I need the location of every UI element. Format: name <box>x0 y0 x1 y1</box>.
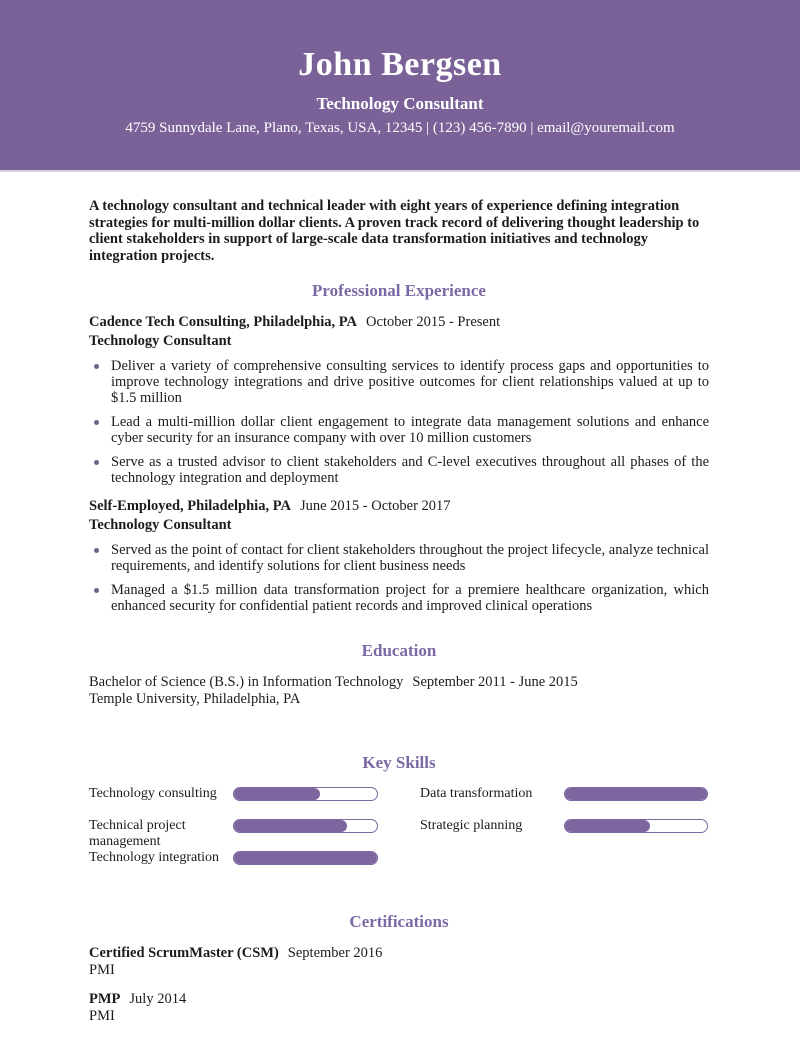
certification-date: September 2016 <box>287 945 383 961</box>
certification-entry <box>89 945 709 979</box>
skill-bar <box>564 787 708 801</box>
section-heading-experience: Professional Experience <box>312 281 486 300</box>
job-bullet: Served as the point of contact for client stakeholders throughout the project lifecycle, analyze technical requirements, and identify solutions for client business needs <box>89 542 709 574</box>
certification-header <box>89 945 709 962</box>
job-title: Technology Consultant <box>89 517 232 533</box>
job-header <box>89 314 709 331</box>
person-job-title: Technology Consultant <box>316 94 484 113</box>
skill-item <box>89 850 378 882</box>
education-degree-line <box>89 674 709 691</box>
contact-line: 4759 Sunnydale Lane, Plano, Texas, USA, 12345 | (123) 456-7890 | email@youremail.com <box>125 120 675 136</box>
job-entry <box>89 314 709 486</box>
skill-bar <box>564 819 708 833</box>
skill-item <box>420 786 708 818</box>
skill-item <box>89 786 378 818</box>
skills-column-left <box>89 786 378 882</box>
job-dates: October 2015 - Present <box>366 314 501 330</box>
job-bullet: Lead a multi-million dollar client engagement to integrate data management solutions and enhance cyber security for an insurance company with over 10 million customers <box>89 414 709 446</box>
certification-header <box>89 991 709 1008</box>
job-bullet: Managed a $1.5 million data transformation project for a premiere healthcare organization, which enhanced security for confidential patient records and improved clinical operations <box>89 582 709 614</box>
skill-label: Strategic planning <box>420 818 523 833</box>
certification-issuer: PMI <box>89 962 115 978</box>
section-heading-skills: Key Skills <box>362 753 436 772</box>
skill-label: Technical project management <box>89 818 186 849</box>
education-school: Temple University, Philadelphia, PA <box>89 691 301 707</box>
certification-name: Certified ScrumMaster (CSM) <box>89 945 279 961</box>
skill-bar <box>233 787 378 801</box>
skill-label: Technology integration <box>89 850 220 865</box>
section-heading-education: Education <box>361 641 437 660</box>
education-degree: Bachelor of Science (B.S.) in Information Technology <box>89 674 404 690</box>
person-name: John Bergsen <box>298 46 502 83</box>
job-bullet: Deliver a variety of comprehensive consulting services to identify process gaps and opportunities to improve technology integrations and drive positive outcomes for client relationships valued at up to $1.5 million <box>89 358 709 406</box>
skill-label: Technology consulting <box>89 786 217 801</box>
skill-bar-fill <box>565 788 707 800</box>
job-header <box>89 498 709 515</box>
job-dates: June 2015 - October 2017 <box>299 498 451 514</box>
skill-bar-fill <box>234 788 320 800</box>
section-heading-certifications: Certifications <box>349 912 449 931</box>
skills-column-right <box>420 786 708 850</box>
certification-date: July 2014 <box>129 991 187 1007</box>
certification-entry <box>89 991 709 1025</box>
summary-paragraph: A technology consultant and technical leader with eight years of experience defining integration strategies for multi-million dollar clients. A proven track record of delivering thought leadership to client stakeholders in support of large-scale data transformation initiatives and technology integration projects. <box>89 198 700 264</box>
certification-name: PMP <box>89 991 121 1007</box>
resume-body <box>89 198 709 1025</box>
job-bullet: Serve as a trusted advisor to client stakeholders and C-level executives throughout all phases of the technology integration and deployment <box>89 454 709 486</box>
job-bullet-list <box>89 358 709 486</box>
skills-grid <box>89 786 709 882</box>
skill-bar <box>233 819 378 833</box>
skill-bar-fill <box>234 820 347 832</box>
skill-bar-fill <box>565 820 650 832</box>
skill-item <box>89 818 378 850</box>
certification-issuer: PMI <box>89 1008 115 1024</box>
job-title: Technology Consultant <box>89 333 232 349</box>
skill-item <box>420 818 708 850</box>
job-bullet-list <box>89 542 709 614</box>
skill-bar-fill <box>234 852 377 864</box>
skill-label: Data transformation <box>420 786 533 801</box>
resume-header <box>0 0 800 172</box>
job-company: Cadence Tech Consulting, Philadelphia, PA <box>89 314 358 330</box>
job-company: Self-Employed, Philadelphia, PA <box>89 498 291 514</box>
education-dates: September 2011 - June 2015 <box>412 674 578 690</box>
job-entry <box>89 498 709 614</box>
education-entry <box>89 674 709 708</box>
skill-bar <box>233 851 378 865</box>
